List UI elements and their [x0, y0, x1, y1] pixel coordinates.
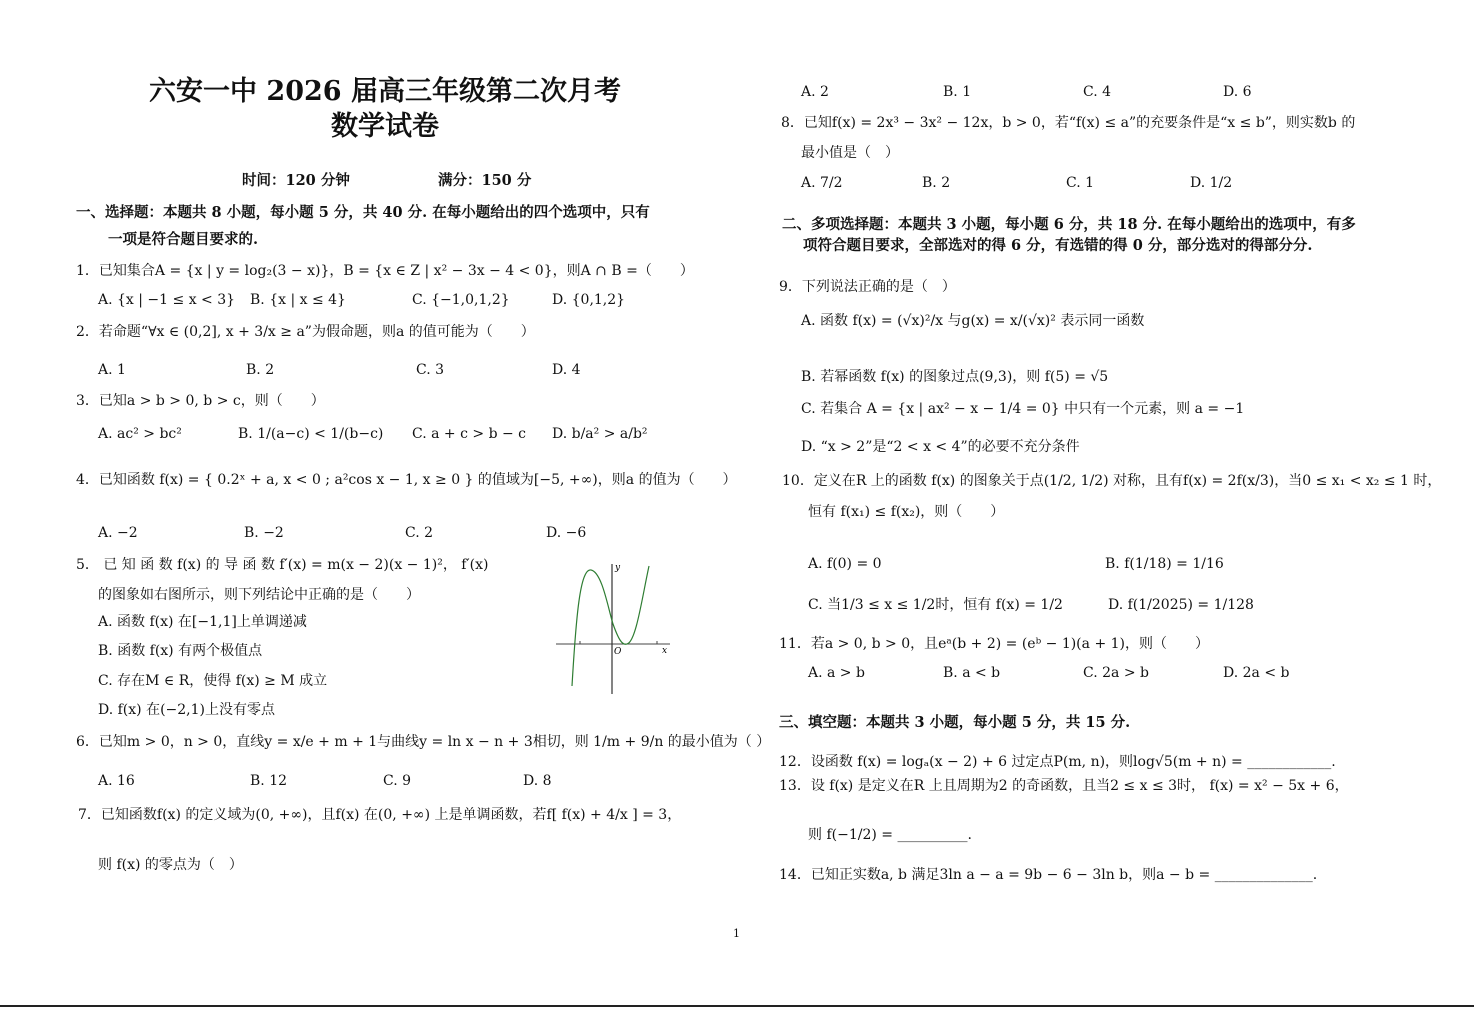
q7-option-c: C. 4	[1083, 84, 1112, 100]
q6-option-c: C. 9	[383, 773, 412, 789]
page-number: 1	[733, 927, 740, 940]
q6-stem: 6．已知m > 0，n > 0，直线y = x/e + m + 1与曲线y = ln x − n + 3相切，则 1/m + 9/n 的最小值为（ ）	[76, 734, 771, 750]
q6-option-a: A. 16	[98, 773, 135, 789]
exam-time: 时间：120 分钟	[242, 172, 350, 189]
q14-stem: 14．已知正实数a, b 满足3ln a − a = 9b − 6 − 3ln b，则a − b = ______________.	[779, 867, 1318, 883]
q10-option-d: D. f(1/2025) = 1/128	[1108, 597, 1254, 613]
q10-option-a: A. f(0) = 0	[808, 556, 882, 572]
exam-subtitle: 数学试卷	[331, 111, 439, 142]
q1-option-c: C. {−1,0,1,2}	[412, 292, 510, 308]
derivative-curve	[572, 566, 649, 686]
q4-option-b: B. −2	[244, 525, 284, 541]
q2-option-c: C. 3	[416, 362, 445, 378]
q5-option-c: C. 存在M ∈ R，使得 f(x) ≥ M 成立	[98, 673, 328, 689]
q10-option-c: C. 当1/3 ≤ x ≤ 1/2时，恒有 f(x) = 1/2	[808, 597, 1063, 613]
q2-stem: 2．若命题“∀x ∈ (0,2], x + 3/x ≥ a”为假命题，则a 的值可能为（ ）	[76, 324, 535, 340]
q4-option-a: A. −2	[98, 525, 138, 541]
q9-stem: 9．下列说法正确的是（ ）	[779, 279, 956, 295]
q7-stem-cont: 则 f(x) 的零点为（ ）	[98, 857, 243, 873]
q3-option-c: C. a + c > b − c	[412, 426, 526, 442]
q5-option-b: B. 函数 f(x) 有两个极值点	[98, 643, 263, 659]
q12-stem: 12．设函数 f(x) = logₐ(x − 2) + 6 过定点P(m, n)，则log√5(m + n) = ____________.	[779, 754, 1336, 770]
q10-stem: 10．定义在R 上的函数 f(x) 的图象关于点(1/2, 1/2) 对称，且有f(x) = 2f(x/3)，当0 ≤ x₁ < x₂ ≤ 1 时，	[782, 473, 1442, 489]
q4-option-d: D. −6	[546, 525, 587, 541]
q8-stem: 8．已知f(x) = 2x³ − 3x² − 12x，b > 0，若“f(x) ≤ a”的充要条件是“x ≤ b”，则实数b 的	[781, 115, 1356, 131]
q5-stem: 5． 已 知 函 数 f(x) 的 导 函 数 f′(x) = m(x − 2)(x − 1)²， f′(x)	[76, 557, 489, 573]
q1-stem: 1．已知集合A = {x | y = log₂(3 − x)}，B = {x ∈ Z | x² − 3x − 4 < 0}，则A ∩ B =（ ）	[76, 263, 694, 279]
q11-option-d: D. 2a < b	[1223, 665, 1290, 681]
q11-stem: 11．若a > 0, b > 0，且eᵃ(b + 2) = (eᵇ − 1)(a + 1)，则（ ）	[779, 636, 1209, 652]
q1-option-d: D. {0,1,2}	[552, 292, 626, 308]
q2-option-d: D. 4	[552, 362, 581, 378]
q8-option-d: D. 1/2	[1190, 175, 1233, 191]
q5-derivative-graph	[550, 558, 675, 698]
x-axis-label: x	[662, 646, 668, 656]
q10-stem-cont: 恒有 f(x₁) ≤ f(x₂)，则（ ）	[808, 504, 1005, 520]
q9-option-c: C. 若集合 A = {x | ax² − x − 1/4 = 0} 中只有一个元素，则 a = −1	[801, 401, 1245, 417]
q5-stem-cont: 的图象如右图所示，则下列结论中正确的是（ ）	[98, 587, 420, 603]
q2-option-a: A. 1	[98, 362, 126, 378]
q11-option-b: B. a < b	[943, 665, 1001, 681]
q5-option-d: D. f(x) 在(−2,1)上没有零点	[98, 702, 275, 718]
q13-stem-cont: 则 f(−1/2) = __________.	[808, 827, 972, 843]
q6-option-d: D. 8	[523, 773, 552, 789]
q8-option-b: B. 2	[922, 175, 951, 191]
q6-option-b: B. 12	[250, 773, 288, 789]
q8-option-a: A. 7/2	[801, 175, 843, 191]
section-2-heading-cont: 项符合题目要求，全部选对的得 6 分，有选错的得 0 分，部分选对的得部分分.	[803, 237, 1313, 254]
q4-option-c: C. 2	[405, 525, 434, 541]
q3-option-d: D. b/a² > a/b²	[552, 426, 648, 442]
y-axis-label: y	[615, 563, 621, 573]
q5-option-a: A. 函数 f(x) 在[−1,1]上单调递减	[98, 614, 307, 630]
exam-title: 六安一中 2026 届高三年级第二次月考	[149, 76, 621, 107]
q8-stem-cont: 最小值是（ ）	[801, 145, 899, 161]
q9-option-d: D. “x > 2”是“2 < x < 4”的必要不充分条件	[801, 439, 1080, 455]
q8-option-c: C. 1	[1066, 175, 1095, 191]
q3-stem: 3．已知a > b > 0, b > c，则（ ）	[76, 393, 325, 409]
section-2-heading: 二、多项选择题：本题共 3 小题，每小题 6 分，共 18 分. 在每小题给出的选项中，有多	[782, 216, 1356, 233]
section-1-heading: 一、选择题：本题共 8 小题，每小题 5 分，共 40 分. 在每小题给出的四个选项中，只有	[76, 204, 650, 221]
q1-option-b: B. {x | x ≤ 4}	[250, 292, 346, 308]
origin-label: O	[614, 647, 622, 657]
q7-option-d: D. 6	[1223, 84, 1252, 100]
section-1-heading-cont: 一项是符合题目要求的.	[108, 231, 259, 248]
q3-option-a: A. ac² > bc²	[98, 426, 182, 442]
q7-option-a: A. 2	[801, 84, 829, 100]
q4-stem: 4．已知函数 f(x) = { 0.2ˣ + a, x < 0 ; a²cos x − 1, x ≥ 0 } 的值域为[−5, +∞)，则a 的值为（ ）	[76, 472, 737, 488]
page-bottom-border	[0, 1005, 1474, 1007]
section-3-heading: 三、填空题：本题共 3 小题，每小题 5 分，共 15 分.	[779, 714, 1131, 731]
q2-option-b: B. 2	[246, 362, 275, 378]
q11-option-c: C. 2a > b	[1083, 665, 1149, 681]
q7-stem: 7．已知函数f(x) 的定义域为(0, +∞)，且f(x) 在(0, +∞) 上是单调函数，若f[ f(x) + 4/x ] = 3，	[78, 807, 682, 823]
exam-score: 满分：150 分	[438, 172, 532, 189]
q11-option-a: A. a > b	[808, 665, 865, 681]
q3-option-b: B. 1/(a−c) < 1/(b−c)	[238, 426, 384, 442]
q10-option-b: B. f(1/18) = 1/16	[1105, 556, 1224, 572]
q13-stem: 13．设 f(x) 是定义在R 上且周期为2 的奇函数，且当2 ≤ x ≤ 3时， f(x) = x² − 5x + 6，	[779, 778, 1349, 794]
q9-option-a: A. 函数 f(x) = (√x)²/x 与g(x) = x/(√x)² 表示同一函数	[801, 313, 1145, 329]
q7-option-b: B. 1	[943, 84, 972, 100]
q9-option-b: B. 若幂函数 f(x) 的图象过点(9,3)，则 f(5) = √5	[801, 369, 1109, 385]
q1-option-a: A. {x | −1 ≤ x < 3}	[98, 292, 236, 308]
